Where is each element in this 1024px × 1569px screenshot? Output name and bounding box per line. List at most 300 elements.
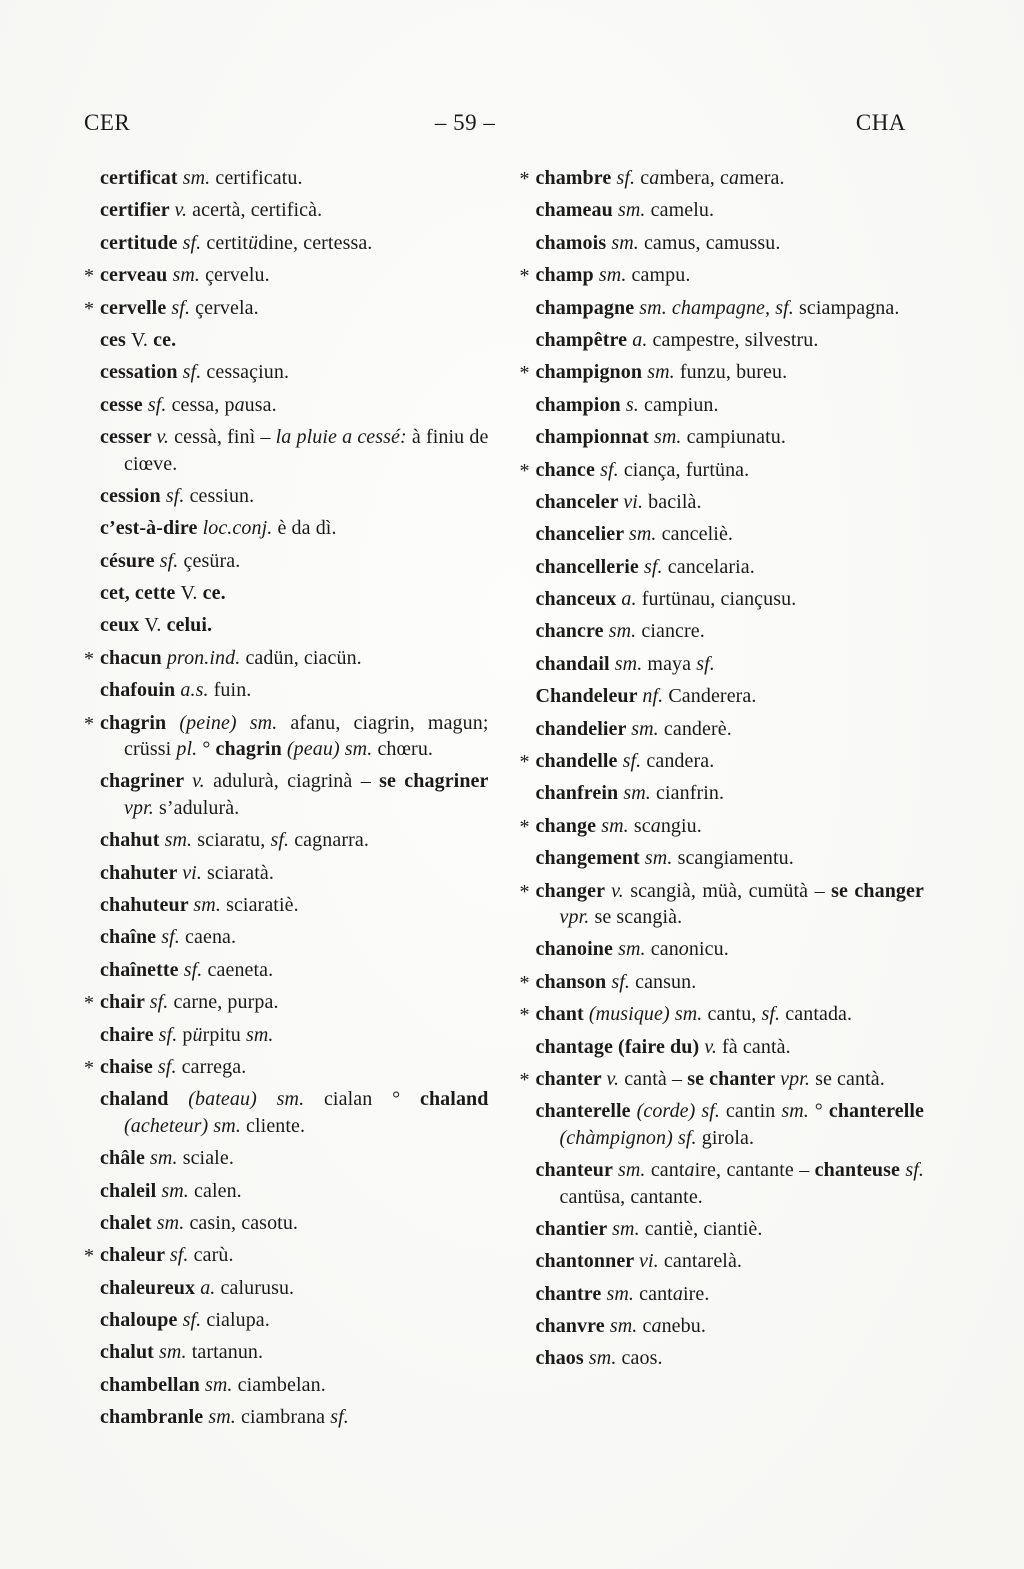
translation-text: cantin [725,1100,782,1123]
translation-text: campu. [631,264,691,287]
translation-text: cancelaria. [667,555,755,578]
translation-text: rpitu [202,1023,246,1046]
italic-label: sm. [150,1147,183,1170]
dictionary-entry [84,295,489,321]
italic-label: sm. [246,1023,274,1046]
translation-text: à finiu de ciœve. [124,426,489,475]
headword: chaloupe [100,1309,183,1332]
translation-text: certificatu. [215,167,303,189]
dictionary-entry [84,1210,489,1236]
headword: champignon [535,361,648,384]
italic-label: nf. [642,685,669,708]
headword: chaleureux [100,1276,201,1299]
translation-text: fà cantà. [722,1035,791,1058]
headword: chahuteur [100,893,194,916]
asterisk-marker: * [519,971,530,994]
italic-label: a. [621,588,642,611]
dictionary-entry [84,1178,489,1204]
dictionary-entry [84,645,489,671]
italic-label: sm. [164,829,198,852]
italic-label: (peine) sm. [179,711,291,734]
dictionary-entry [84,989,489,1015]
italic-label: v. [192,770,214,793]
dictionary-entry [84,424,489,477]
italic-label: sf. [600,458,624,481]
headword: ces [100,328,131,351]
subheadword: ce. [202,582,226,605]
translation-text: cant [639,1282,673,1305]
subheadword: se chagriner [379,770,489,793]
asterisk-marker: * [84,1245,95,1268]
headword: chaîne [100,926,162,949]
headword: chantre [535,1282,607,1305]
translation-text: c [642,1315,652,1338]
italic-label: (chàmpignon) sf. [559,1126,702,1149]
headword: chaos [535,1347,589,1370]
dictionary-entry [84,892,489,918]
translation-text: chœru. [377,738,434,761]
dictionary-entry [520,586,925,612]
translation-text: ire, cantante – [694,1159,815,1182]
headword: châle [100,1147,151,1170]
translation-text: canceliè. [661,523,734,546]
dictionary-entry [84,710,489,763]
translation-text: campiun. [643,393,719,416]
translation-text: cantiè, ciantiè. [644,1217,763,1240]
translation-text: cianfrin. [656,782,725,805]
headword: championnat [535,426,654,449]
italic-label: o [678,938,689,961]
dictionary-entry [84,768,489,821]
asterisk-marker: * [519,1004,530,1027]
italic-label: vi. [639,1250,664,1273]
translation-text: cantüsa, cantante. [559,1185,703,1208]
dictionary-entry [520,683,925,709]
italic-label: a. [200,1276,221,1299]
italic-label: vi. [623,490,649,513]
italic-label: vpr. [559,905,595,928]
italic-label: sf. [905,1159,924,1182]
page-number: – 59 – [434,110,496,135]
column-right [520,165,925,1437]
headword: cession [100,484,166,507]
asterisk-marker: * [84,1056,95,1079]
subheadword: ce. [153,328,177,351]
headword: change [535,814,602,837]
translation-text: scangiamentu. [677,847,794,870]
dictionary-entry [84,612,489,638]
translation-text: cantà – [624,1067,688,1090]
italic-label: sf. [182,1309,207,1332]
subheadword: chanteuse [814,1159,906,1182]
translation-text: campestre, silvestru. [652,328,819,351]
translation-text: ngiu. [660,814,702,837]
italic-label: sm. [631,717,664,740]
italic-label: sm. [653,426,687,449]
headword: cet, cette [100,582,181,605]
italic-label: a. [632,328,653,351]
translation-text: cant [650,1159,685,1182]
italic-label: a [649,167,660,189]
translation-text: cantu, [707,1003,762,1026]
dictionary-entry [84,548,489,574]
headword: chaire [100,1023,159,1046]
dictionary-entry [520,262,925,288]
page-header [84,110,924,136]
italic-label: sf. [157,1055,182,1078]
dictionary-entry [520,748,925,774]
italic-label: sm. [611,231,644,254]
asterisk-marker: * [519,265,530,288]
translation-text: sciaratu, [197,829,271,852]
asterisk-marker: * [84,265,95,288]
headword: chambranle [100,1406,209,1429]
dictionary-entry [520,1248,925,1274]
asterisk-marker: * [519,751,530,774]
headword: chambre [535,167,617,189]
dictionary-entry [520,165,925,191]
translation-text: adulurà, ciagrinà – [213,770,380,793]
italic-label: sm. [161,1179,194,1202]
italic-label: s. [625,393,644,416]
italic-label: a [672,1282,683,1305]
translation-text: ire. [682,1282,710,1305]
italic-label: pron.ind. [166,646,246,669]
headword: cerveau [100,264,173,287]
headword: chafouin [100,679,181,702]
dictionary-entry [84,165,489,191]
italic-label: sf. [643,555,668,578]
asterisk-marker: * [519,1068,530,1091]
dictionary-entry [84,1307,489,1333]
headword: chaland [100,1088,189,1111]
headword: chantonner [535,1250,640,1273]
asterisk-marker: * [519,815,530,838]
headword: chantier [535,1217,613,1240]
translation-text: s’adulurà. [158,796,240,819]
translation-text: mbera, c [659,167,729,189]
translation-text: calurusu. [220,1276,295,1299]
italic-label: sm. [617,1159,651,1182]
italic-label: sm. [156,1211,190,1234]
translation-text: certit [206,231,249,254]
headword: chantage (faire du) [535,1035,705,1058]
translation-text: cagnarra. [294,829,369,852]
dictionary-entry [520,1034,925,1060]
translation-text: campiunatu. [686,426,786,449]
dictionary-entry [84,1339,489,1365]
headword: cesser [100,426,157,449]
italic-label: sf. [159,549,184,572]
translation-text: sciampagna. [798,296,900,319]
subheadword: se chanter [687,1067,781,1090]
dictionary-entry [520,489,925,515]
italic-label: (corde) sf. [636,1100,726,1123]
translation-text: furtünau, ciançusu. [641,588,797,611]
headword: chanter [535,1067,607,1090]
headword: chameau [535,199,618,222]
headword: chaleur [100,1244,170,1267]
italic-label: sm. [205,1373,238,1396]
italic-label: la pluie a cessé: [275,426,412,449]
dictionary-entry [84,515,489,541]
asterisk-marker: * [519,362,530,385]
italic-label: a [650,814,661,837]
headword: cessation [100,361,183,384]
headword: changer [535,879,612,902]
translation-text: caena. [185,926,237,949]
headword: chaise [100,1055,158,1078]
dictionary-entry [520,295,925,321]
translation-text: c [640,167,650,189]
dictionary-entry [84,392,489,418]
translation-text: canderè. [663,717,732,740]
subheadword: chagrin [215,738,287,761]
translation-text: çervelu. [205,264,270,287]
translation-text: afanu, ciagrin, magun; crüssi [124,711,489,761]
dictionary-entry [520,780,925,806]
headword: chancre [535,620,609,643]
dictionary-entry [520,521,925,547]
text-columns [84,165,924,1437]
translation-text: cantarelà. [663,1250,743,1273]
dictionary-entry [84,827,489,853]
translation-text: sciale. [182,1147,234,1170]
dictionary-entry [520,327,925,353]
translation-text: cansun. [635,970,697,993]
translation-text: camelu. [650,199,715,222]
translation-text: nebu. [661,1315,706,1338]
dictionary-entry [84,1404,489,1430]
translation-text: è da dì. [277,517,337,540]
asterisk-marker: * [84,297,95,320]
italic-label: ü [248,231,259,254]
translation-text: casin, casotu. [189,1211,299,1234]
headword: chandail [535,652,615,675]
translation-text: carne, purpa. [173,991,279,1014]
asterisk-marker: * [84,647,95,670]
headword: chagriner [100,770,193,793]
italic-label: sm. [606,1282,640,1305]
headword: chanteur [535,1159,618,1182]
translation-text: calen. [194,1179,242,1202]
dictionary-entry [520,1216,925,1242]
headword: changement [535,847,645,870]
headword: chaleil [100,1179,162,1202]
headword: champêtre [535,328,633,351]
headword: chamois [535,231,612,254]
italic-label: sm. [609,1315,643,1338]
italic-label: (peau) sm. [286,738,378,761]
dictionary-entry [520,845,925,871]
headword: certitude [100,231,183,254]
dictionary-entry [84,1242,489,1268]
headword: chance [535,458,601,481]
italic-label: sm. [644,847,678,870]
italic-label: a [728,167,740,189]
subheadword: se changer [831,879,924,902]
guide-word-left: CER [84,110,131,135]
translation-text: carrega. [181,1055,247,1078]
dictionary-entry [520,1001,925,1027]
italic-label: sf. [161,926,186,949]
translation-text: ciança, furtüna. [623,458,750,481]
headword: chalut [100,1341,160,1364]
translation-text: can [650,938,679,961]
dictionary-entry [520,936,925,962]
dictionary-entry [520,197,925,223]
headword: chahut [100,829,165,852]
dictionary-entry [520,554,925,580]
italic-label: a [684,1159,695,1182]
italic-label: sm. [628,523,662,546]
translation-text: se cantà. [815,1067,885,1090]
translation-text: candera. [646,750,715,773]
dictionary-entry [520,716,925,742]
italic-label: sm. [159,1341,192,1364]
translation-text: usa. [244,393,277,416]
dictionary-entry [520,618,925,644]
italic-label: vpr. [780,1067,816,1090]
translation-text: çesüra. [183,549,241,572]
asterisk-marker: * [519,459,530,482]
headword: chanson [535,970,612,993]
subheadword: chanterelle [828,1100,924,1123]
italic-label: v. [704,1035,723,1058]
translation-text: se scangià. [594,905,683,928]
dictionary-entry [520,878,925,931]
headword: chambellan [100,1373,205,1396]
headword: champion [535,393,626,416]
translation-text: çervela. [195,296,259,319]
translation-text: sciaratà. [207,861,275,884]
headword: chandelle [535,750,623,773]
headword: chanvre [535,1315,610,1338]
headword: chanterelle [535,1100,637,1123]
italic-label: sm. [614,652,648,675]
translation-text: caos. [621,1347,663,1370]
dictionary-entry [84,1372,489,1398]
headword: chanceler [535,490,624,513]
italic-label: sf. [270,829,295,852]
translation-text: cliente. [246,1114,306,1137]
italic-label: sm. champagne, sf. [639,296,799,319]
translation-text: girola. [701,1126,755,1149]
italic-label: sm. [193,893,227,916]
dictionary-entry [84,677,489,703]
dictionary-entry [520,813,925,839]
italic-label: sm. [608,620,642,643]
headword: chair [100,991,150,1014]
translation-text: scangià, müà, cumütà – [630,879,832,902]
translation-text: Canderera. [668,685,757,708]
dictionary-entry [520,1066,925,1092]
dictionary-entry [520,969,925,995]
translation-text: cialupa. [206,1309,270,1332]
translation-text: V. [180,582,203,605]
dictionary-entry [84,1054,489,1080]
italic-label: sf. [696,652,715,675]
translation-text: cialan ° [323,1088,420,1111]
translation-text: acertà, certificà. [192,199,323,222]
italic-label: sf. [622,750,647,773]
italic-label: sf. [330,1406,349,1429]
dictionary-entry [84,1145,489,1171]
dictionary-entry [84,1022,489,1048]
headword: chagrin [100,711,180,734]
translation-text: camus, camussu. [643,231,781,254]
translation-text: cessa, p [171,393,235,416]
dictionary-entry [84,580,489,606]
italic-label: sf. [183,958,208,981]
dictionary-entry [84,957,489,983]
subheadword: celui. [166,614,213,637]
translation-text: caeneta. [207,958,274,981]
italic-label: sf. [182,231,207,254]
translation-text: ° [814,1100,829,1123]
italic-label: sm. [612,1217,645,1240]
dictionary-entry [84,483,489,509]
dictionary-entry [84,262,489,288]
italic-label: pl. [176,738,203,761]
headword: chancelier [535,523,629,546]
italic-label: vpr. [124,796,159,819]
italic-label: sf. [147,393,172,416]
column-left [84,165,489,1437]
italic-label: sm. [208,1406,241,1429]
translation-text: V. [130,328,154,351]
dictionary-entry [520,230,925,256]
translation-text: carù. [193,1244,234,1267]
dictionary-entry [84,327,489,353]
dictionary-entry [520,651,925,677]
translation-text: fuin. [213,679,252,702]
headword: cesse [100,393,148,416]
translation-text: ciancre. [641,620,705,643]
translation-text: tartanun. [191,1341,264,1364]
dictionary-entry [520,1345,925,1371]
italic-label: sm. [172,264,206,287]
headword: c’est-à-dire [100,517,203,540]
headword: champ [535,264,599,287]
translation-text: cessiun. [189,484,255,507]
translation-text: cessà, finì – [174,426,276,449]
asterisk-marker: * [519,880,530,903]
italic-label: sf. [611,970,636,993]
italic-label: sm. [601,814,634,837]
dictionary-entry [520,1281,925,1307]
dictionary-entry [84,1275,489,1301]
dictionary-entry [84,924,489,950]
italic-label: ü [192,1023,203,1046]
italic-label: sm. [781,1100,815,1123]
italic-label: a [651,1315,662,1338]
dictionary-entry [520,1098,925,1151]
subheadword: chaland [419,1088,489,1111]
italic-label: sf. [169,1244,194,1267]
headword: chanceux [535,588,622,611]
headword: ceux [100,614,145,637]
asterisk-marker: * [84,992,95,1015]
italic-label: sf. [182,361,207,384]
dictionary-entry [84,359,489,385]
italic-label: sm. [617,199,651,222]
headword: champagne [535,296,640,319]
headword: césure [100,549,160,572]
italic-label: sm. [598,264,632,287]
headword: cervelle [100,296,172,319]
dictionary-entry [520,1313,925,1339]
